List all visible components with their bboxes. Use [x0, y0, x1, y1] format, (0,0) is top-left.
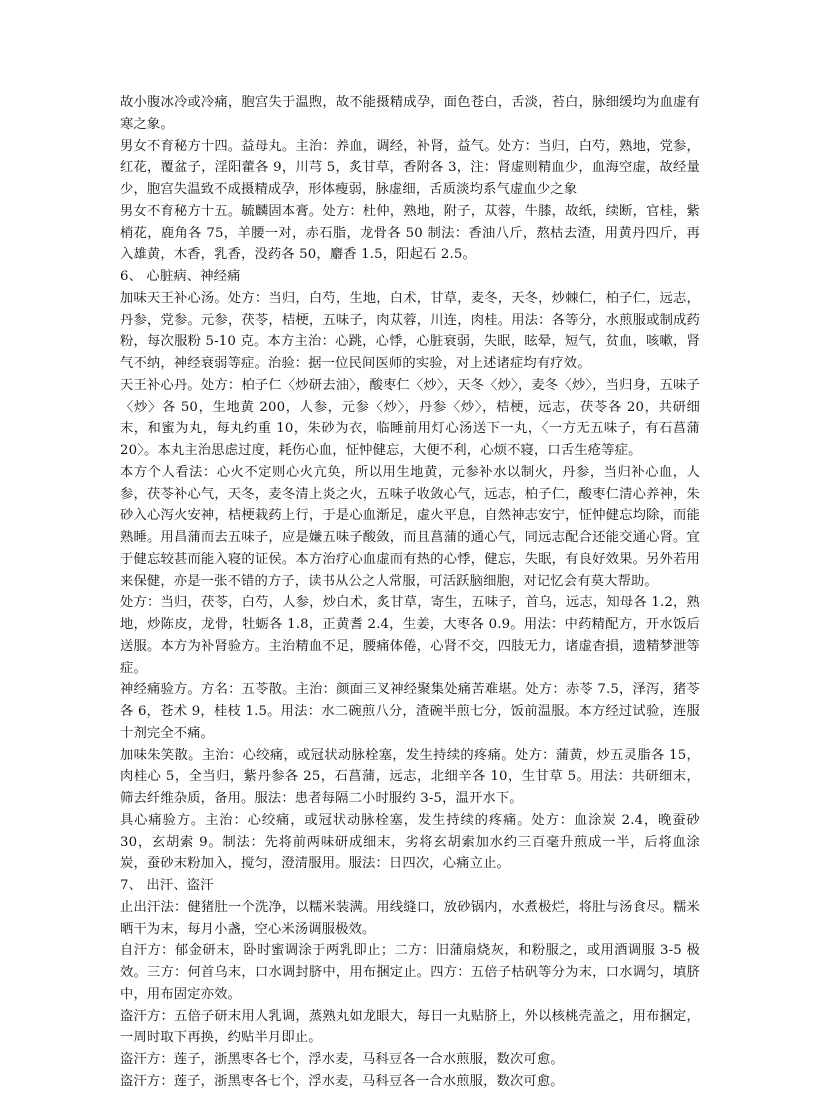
- text-paragraph: 盗汗方：莲子，浙黑枣各七个，浮水麦，马科豆各一合水煎服，数次可愈。: [120, 1073, 564, 1089]
- text-paragraph: 加味天王补心汤。处方：当归，白芍，生地，白术，甘草，麦冬，天冬，炒棘仁，柏子仁，远志，丹参，党参。元参，茯苓，桔梗，五味子，肉苁蓉，川连，肉桂。用法：各等分，水煎服或制成药粉，每次服粉 5-10 克。本方主治：心跳，心悸，心脏衰弱，失眠，眩晕，短气，贫血，咳嗽，肾气不纳，神经衰弱等症。治验：据一位民间医师的实验，对上述诸症均有疗效。: [120, 290, 700, 371]
- text-paragraph: 盗汗方：五倍子研末用人乳调，蒸熟丸如龙眼大，每日一丸贴脐上，外以核桃壳盖之，用布捆定，一周时取下再换，约贴半月即止。: [120, 1008, 700, 1046]
- text-paragraph: 止出汗法：健猪肚一个洗净，以糯米装满。用线缝口，放砂锅内，水煮极烂，将肚与汤食尽。糯米晒干为末，每月小盏，空心米汤调服极效。: [120, 899, 700, 937]
- text-paragraph: 男女不育秘方十五。毓麟固本膏。处方：杜仲，熟地，附子，苁蓉，牛膝，故纸，续断，官桂，紫梢花，鹿角各 75，羊腰一对，赤石脂，龙骨各 50 制法：香油八斤，熬枯去渣，用黄丹四斤，再入雄黄，木香，乳香，没药各 50，麝香 1.5，阳起石 2.5。: [120, 203, 700, 263]
- text-paragraph: 加味朱笑散。主治：心绞痛，或冠状动脉栓塞，发生持续的疼痛。处方：蒲黄，炒五灵脂各 15，肉桂心 5，全当归，紫丹参各 25，石菖蒲，远志，北细辛各 10，生甘草 5。用法：共研细末，筛去纤维杂质，备用。服法：患者每隔二小时服约 3-5，温开水下。: [120, 747, 700, 806]
- text-paragraph: 本方个人看法：心火不定则心火亢奂，所以用生地黄，元参补水以制火，丹参，当归补心血，人参，茯苓补心气，天冬，麦冬清上炎之火，五味子收敛心气，远志，柏子仁，酸枣仁清心养神，朱砂入心泻火安神，桔梗栽药上行，于是心血渐足，虚火平息，自然神志安宁，怔忡健忘均除，而能熟睡。用昌蒲而去五味子，应是嫌五味子酸敛，而且菖蒲的通心气，同远志配合还能交通心肾。宜于健忘较甚而能入寝的证侯。本方治疗心血虚而有热的心悸，健忘，失眠，有良好效果。另外若用来保健，亦是一张不错的方子，读书从公之人常服，可活跃脑细胞，对记忆会有莫大帮助。: [120, 464, 700, 589]
- text-paragraph: 具心痛验方。主治：心绞痛，或冠状动脉栓塞，发生持续的疼痛。处方：血涂炭 2.4，晚蚕砂 30，玄胡索 9。制法：先将前两味研成细末，劣将玄胡索加水约三百毫升煎成一半，后将血涂炭，蚕砂末粉加入，搅匀，澄清服用。服法：日四次，心痛立止。: [120, 812, 700, 872]
- document-body: [120, 92, 700, 1093]
- text-paragraph: 神经痛验方。方名：五苓散。主治：颜面三叉神经聚集处痛苦难堪。处方：赤苓 7.5，泽泻，猪苓各 6，苍术 9，桂枝 1.5。用法：水二碗煎八分，渣碗半煎七分，饭前温服。本方经过试验，连服十剂完全不痛。: [120, 682, 700, 741]
- text-paragraph: 自汗方：郁金研末，卧时蜜调涂于两乳即止；二方：旧蒲扇烧灰，和粉服之，或用酒调服 3-5 极效。三方：何首乌末，口水调封脐中，用布捆定止。四方：五倍子枯矾等分为末，口水调匀，填脐中，用布固定亦效。: [120, 943, 700, 1002]
- section-heading: 6、 心脏病、神经痛: [120, 269, 241, 284]
- text-paragraph: 天王补心丹。处方：柏子仁〈炒研去油〉，酸枣仁〈炒〉，天冬〈炒〉，麦冬〈炒〉，当归身，五味子〈炒〉各 50，生地黄 200，人参，元参〈炒〉，丹参〈炒〉，桔梗，远志，茯苓各 20，共研细末，和蜜为丸，每丸约重 10，朱砂为衣，临睡前用灯心汤送下一丸，〈一方无五味子，有石菖蒲 20〉。本丸主治思虑过度，耗伤心血，怔忡健忘，大便不利，心烦不寝，口舌生疮等症。: [120, 377, 700, 458]
- section-heading: 7、 出汗、盗汗: [120, 878, 214, 893]
- text-paragraph: 故小腹冰冷或冷痛，胞宫失于温煦，故不能摄精成孕，面色苍白，舌淡，苔白，脉细缓均为血虚有寒之象。: [120, 95, 700, 132]
- text-paragraph: 男女不育秘方十四。益母丸。主治：养血，调经，补肾，益气。处方：当归，白芍，熟地，党参，红花，覆盆子，淫阳藿各 9，川芎 5，炙甘草，香附各 3，注：肾虚则精血少，血海空虚，故经量少，胞宫失温致不成摄精成孕，形体瘦弱，脉虚细，舌质淡均系气虚血少之象: [120, 138, 700, 197]
- text-paragraph: 处方：当归，茯苓，白芍，人参，炒白术，炙甘草，寄生，五味子，首乌，远志，知母各 1.2，熟地，炒陈皮，龙骨，牡蛎各 1.8，正黄耆 2.4，生姜，大枣各 0.9。用法：中药精配方，开水饭后送服。本方为补肾验方。主治精血不足，腰痛体倦，心肾不交，四肢无力，诸虚杳損，遗精梦泄等症。: [120, 595, 700, 676]
- text-paragraph: 盗汗方：莲子，浙黑枣各七个，浮水麦，马科豆各一合水煎服，数次可愈。: [120, 1052, 564, 1067]
